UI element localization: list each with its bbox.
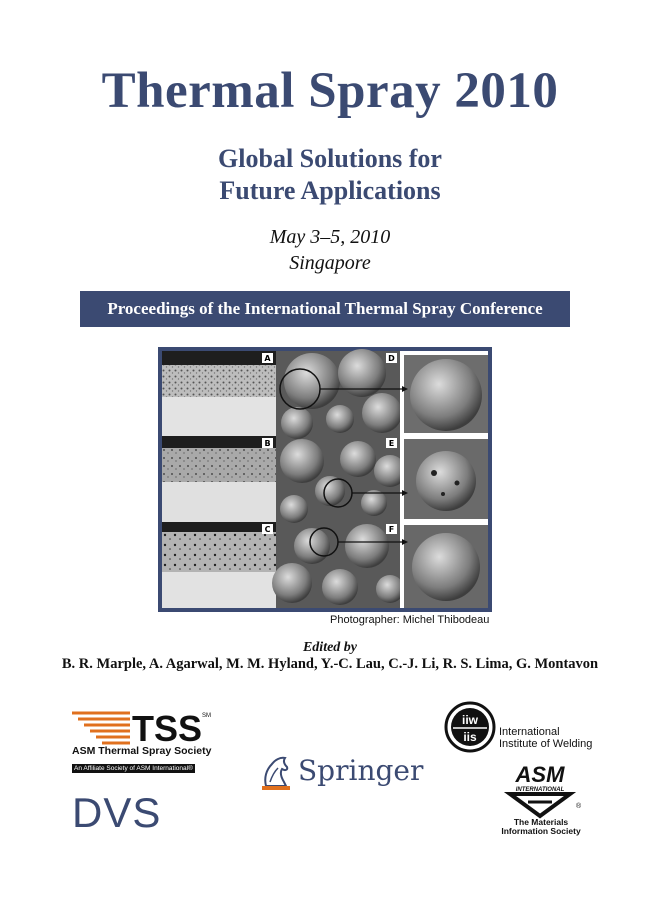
tss-affiliate: An Affiliate Society of ASM International®	[74, 765, 193, 772]
proceedings-banner: Proceedings of the International Thermal Spray Conference	[80, 291, 570, 327]
panel-label-d: D	[388, 354, 395, 363]
springer-horse-icon	[258, 752, 294, 792]
iiw-logo	[444, 701, 496, 753]
panel-label-c: C	[264, 525, 271, 534]
iiw-line-2: Institute of Welding	[499, 738, 593, 750]
springer-wordmark: Springer	[298, 754, 424, 787]
dvs-logo: DVS	[72, 789, 162, 836]
iiw-top-text: iiw	[461, 713, 479, 727]
edited-by-label: Edited by	[302, 640, 358, 655]
asm-mark: ASM	[515, 762, 565, 787]
photo-credit: Photographer: Michel Thibodeau	[330, 614, 490, 626]
tss-name: ASM Thermal Spray Society	[72, 745, 212, 757]
asm-line-2: Information Society	[501, 826, 581, 836]
panel-label-e: E	[388, 439, 395, 448]
asm-registered: ®	[576, 803, 582, 810]
iiw-line-1: International	[499, 726, 560, 738]
tss-sm: SM	[202, 713, 211, 719]
panel-label-f: F	[388, 525, 395, 534]
asm-line-1: The Materials	[513, 817, 569, 827]
cover-title: Thermal Spray 2010	[101, 63, 559, 119]
conference-date: May 3–5, 2010	[269, 226, 391, 248]
micrograph-collage	[162, 351, 488, 608]
asm-logo	[500, 762, 580, 818]
tss-mark: TSS	[132, 708, 203, 749]
panel-label-a: A	[264, 354, 271, 363]
editors-list: B. R. Marple, A. Agarwal, M. M. Hyland, Y.-C. Lau, C.-J. Li, R. S. Lima, G. Montavon	[61, 656, 599, 672]
iiw-bottom-text: iis	[463, 730, 477, 744]
panel-label-b: B	[264, 439, 271, 448]
asm-sub: INTERNATIONAL	[515, 787, 565, 793]
cover-photo	[158, 347, 492, 612]
subtitle-line-2: Future Applications	[219, 176, 441, 205]
conference-location: Singapore	[289, 252, 371, 274]
subtitle-line-1: Global Solutions for	[218, 144, 442, 173]
